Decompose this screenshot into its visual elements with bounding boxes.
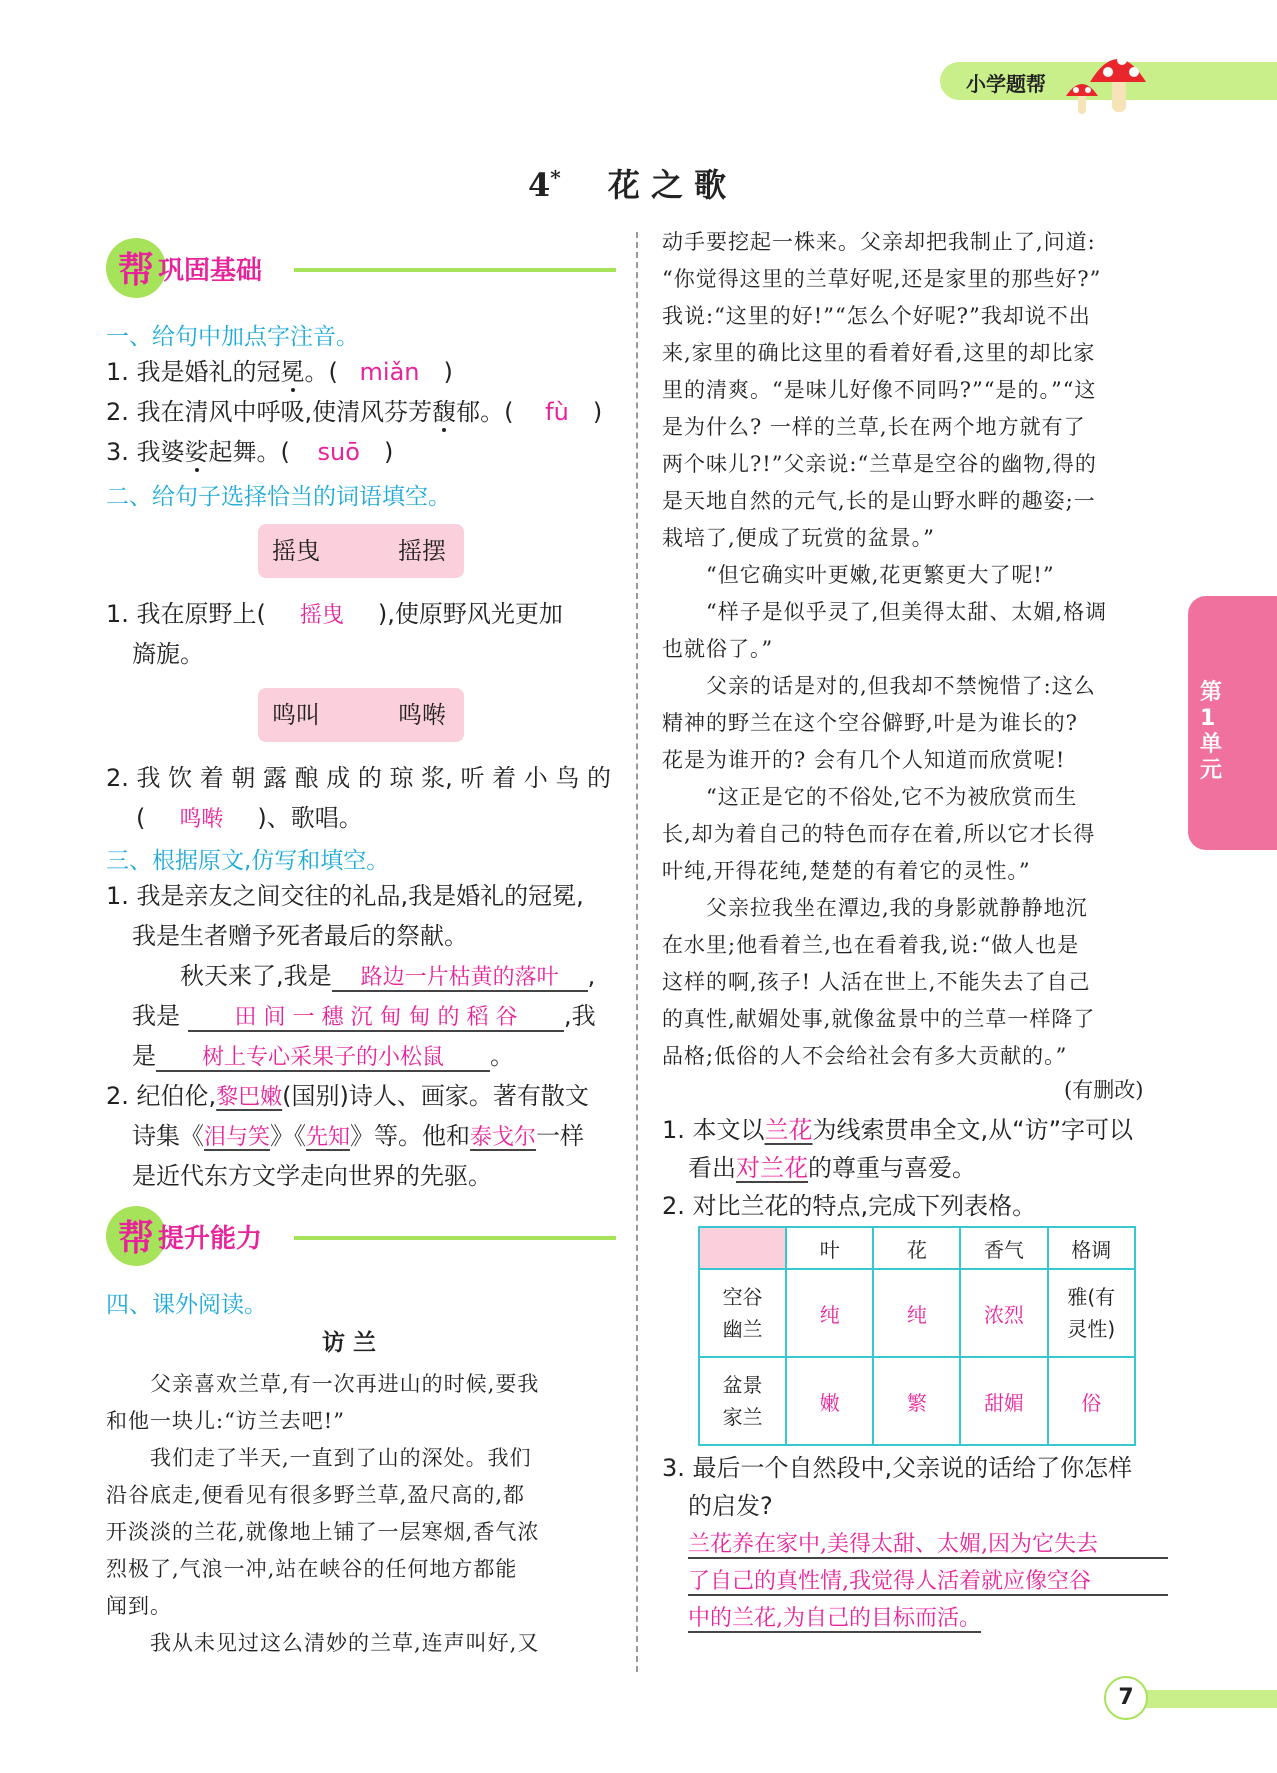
table-cell: 纯 [786,1269,873,1357]
column-divider [636,232,638,1672]
reading-line: 我从未见过这么清妙的兰草,连声叫好,又 [106,1631,540,1655]
reading-line: 花是为谁开的? 会有几个人知道而欣赏呢! [662,748,1066,772]
question-3-2-line2: 诗集《泪与笑》《先知》等。他和泰戈尔一样 [132,1122,585,1150]
brand-label: 小学题帮 [966,72,1046,96]
question-r3-line2: 的启发? [688,1492,773,1520]
question-3-2-line1: 2. 纪伯伦,黎巴嫩(国别)诗人、画家。著有散文 [106,1082,589,1110]
reading-line: 父亲拉我坐在潭边,我的身影就静静地沉 [662,896,1088,920]
section-4-heading: 四、课外阅读。 [106,1292,267,1318]
answer-3-2-b: 泪与笑 [204,1125,271,1150]
question-3-1-blank-b: 我是 田 间 一 穗 沉 甸 甸 的 稻 谷 ,我 [132,996,596,1036]
question-3-1-blank-c: 是 树上专心采果子的小松鼠 。 [132,1036,514,1076]
reading-title: 访 兰 [322,1329,377,1356]
reading-line: 精神的野兰在这个空谷僻野,叶是为谁长的? [662,711,1078,735]
question-3-1-blank-a: 秋天来了,我是 路边一片枯黄的落叶 , [180,956,595,996]
table-header-row [699,1227,1135,1269]
question-1-1: 1. 我是婚礼的冠冕。( miǎn ) [106,358,453,386]
reading-line: “但它确实叶更嫩,花更繁更大了呢!” [662,563,1055,587]
answer-1-2: fù [545,398,569,426]
question-2-1-cont: 旖旎。 [132,640,204,668]
table-header: 香气 [960,1227,1047,1269]
lesson-mark: * [550,165,561,190]
unit-tab-label: 第1单元 [1200,680,1223,783]
answer-3-2-c: 先知 [306,1125,351,1150]
question-r3-line1: 3. 最后一个自然段中,父亲说的话给了你怎样 [662,1454,1133,1482]
reading-line: 沿谷底走,便看见有很多野兰草,盈尺高的,都 [106,1483,526,1507]
question-r1-line1: 1. 本文以兰花为线索贯串全文,从“访”字可以 [662,1116,1134,1144]
reading-line: 在水里;他看着兰,也在看着我,说:“做人也是 [662,933,1080,957]
question-2-2: 2. 我 饮 着 朝 露 酿 成 的 琼 浆, 听 着 小 鸟 的 [106,764,611,792]
answer-2-2: 鸣啭 [179,807,224,832]
reading-line: 开淡淡的兰花,就像地上铺了一层寒烟,香气浓 [106,1520,540,1544]
reading-line: 我们走了半天,一直到了山的深处。我们 [106,1446,532,1470]
reading-line: 来,家里的确比这里的看着好看,这里的却比家 [662,341,1096,365]
section-3-heading: 三、根据原文,仿写和填空。 [106,848,390,874]
section-1-heading: 一、给句中加点字注音。 [106,324,359,350]
source-note: (有删改) [1064,1078,1144,1102]
reading-line: 两个味儿?!”父亲说:“兰草是空谷的幽物,得的 [662,452,1097,476]
answer-3-1-c: 树上专心采果子的小松鼠 [156,1046,490,1072]
answer-line: 中的兰花,为自己的目标而活。 [688,1607,981,1633]
question-r1-line2: 看出对兰花的尊重与喜爱。 [688,1154,976,1182]
page-title [528,160,726,206]
lesson-number: 4 [528,166,551,204]
word-choice-box-1: 摇曳 摇摆 [258,524,464,578]
table-header: 花 [873,1227,960,1269]
reading-line: “样子是似乎灵了,但美得太甜、太媚,格调 [662,600,1108,624]
reading-line: “你觉得这里的兰草好呢,还是家里的那些好?” [662,267,1102,291]
orchid-comparison-table [698,1226,1136,1446]
reading-line: 我说:“这里的好!”“怎么个好呢?”我却说不出 [662,304,1091,328]
answer-3-1-b: 田 间 一 穗 沉 甸 甸 的 稻 谷 [188,1006,564,1032]
answer-r1-a: 兰花 [764,1116,813,1144]
answer-3-2-a: 黎巴嫩 [216,1085,283,1110]
table-cell: 俗 [1048,1357,1136,1445]
reading-line: 烈极了,气浪一冲,站在峡谷的任何地方都能 [106,1557,518,1581]
question-2-2-cont: ( 鸣啭 )、歌唱。 [136,804,363,832]
improve-header [106,1206,616,1266]
table-row [699,1269,1135,1357]
table-cell: 浓烈 [960,1269,1047,1357]
section-2-heading: 二、给句子选择恰当的词语填空。 [106,484,451,510]
answer-r1-b: 对兰花 [736,1154,808,1182]
consolidate-header [106,238,616,298]
reading-line: 父亲的话是对的,但我却不禁惋惜了:这么 [662,674,1096,698]
reading-line: 长,却为着自己的特色而存在着,所以它才长得 [662,822,1096,846]
reading-line: 闻到。 [106,1594,172,1618]
answer-1-1: miǎn [359,358,420,386]
answer-3-1-a: 路边一片枯黄的落叶 [332,966,588,992]
reading-left [106,1366,620,1662]
table-header: 叶 [786,1227,873,1269]
bang-label: 帮 [118,250,155,291]
mushroom-icon [1060,44,1150,116]
answer-3-2-d: 泰戈尔 [470,1125,537,1150]
question-3-1-line2: 我是生者赠予死者最后的祭献。 [132,922,468,950]
reading-line: 和他一块儿:“访兰去吧!” [106,1409,345,1433]
row-label: 空谷 幽兰 [699,1269,786,1357]
word-choice-box-2: 鸣叫 鸣啭 [258,688,464,742]
question-3-1-line1: 1. 我是亲友之间交往的礼品,我是婚礼的冠冕, [106,882,584,910]
table-row [699,1357,1135,1445]
question-r2: 2. 对比兰花的特点,完成下列表格。 [662,1192,1037,1220]
question-1-2: 2. 我在清风中呼吸,使清风芬芳馥郁。( fù ) [106,398,603,426]
consolidate-title: 巩固基础 [158,256,263,286]
table-header: 格调 [1048,1227,1136,1269]
table-header [699,1227,786,1269]
lesson-title: 花 之 歌 [607,166,727,204]
reading-line: 是天地自然的元气,长的是山野水畔的趣姿;一 [662,489,1096,513]
table-cell: 甜媚 [960,1357,1047,1445]
table-cell: 嫩 [786,1357,873,1445]
reading-right [662,224,1176,1075]
row-label: 盆景 家兰 [699,1357,786,1445]
reading-line: 这样的啊,孩子! 人活在世上,不能失去了自己 [662,970,1091,994]
reading-line: 父亲喜欢兰草,有一次再进山的时候,要我 [106,1372,540,1396]
answer-2-1: 摇曳 [299,603,344,628]
answer-1-3: suō [317,438,360,466]
reading-line: “这正是它的不俗处,它不为被欣赏而生 [662,785,1078,809]
reading-line: 动手要挖起一株来。父亲却把我制止了,问道: [662,230,1096,254]
answer-line: 了自己的真性情,我觉得人活着就应像空谷 [688,1570,1168,1596]
reading-line: 品格;低俗的人不会给社会有多大贡献的。” [662,1044,1068,1068]
reading-line: 是为什么? 一样的兰草,长在两个地方就有了 [662,415,1086,439]
question-2-1: 1. 我在原野上( 摇曳 ),使原野风光更加 [106,600,563,628]
improve-title: 提升能力 [158,1224,263,1254]
reading-line: 栽培了,便成了玩赏的盆景。” [662,526,935,550]
answer-r3 [688,1526,1168,1637]
reading-line: 叶纯,开得花纯,楚楚的有着它的灵性。” [662,859,1031,883]
table-cell: 雅(有 灵性) [1048,1269,1136,1357]
question-1-3: 3. 我婆娑起舞。( suō ) [106,438,394,466]
reading-line: 也就俗了。” [662,637,774,661]
question-3-2-line3: 是近代东方文学走向世界的先驱。 [132,1162,492,1190]
reading-line: 的真性,献媚处事,就像盆景中的兰草一样降了 [662,1007,1096,1031]
answer-line: 兰花养在家中,美得太甜、太媚,因为它失去 [688,1533,1168,1559]
table-cell: 纯 [873,1269,960,1357]
bang-label-2: 帮 [118,1218,155,1259]
table-cell: 繁 [873,1357,960,1445]
page-number: 7 [1104,1676,1148,1720]
reading-line: 里的清爽。“是味儿好像不同吗?”“是的。”“这 [662,378,1097,402]
